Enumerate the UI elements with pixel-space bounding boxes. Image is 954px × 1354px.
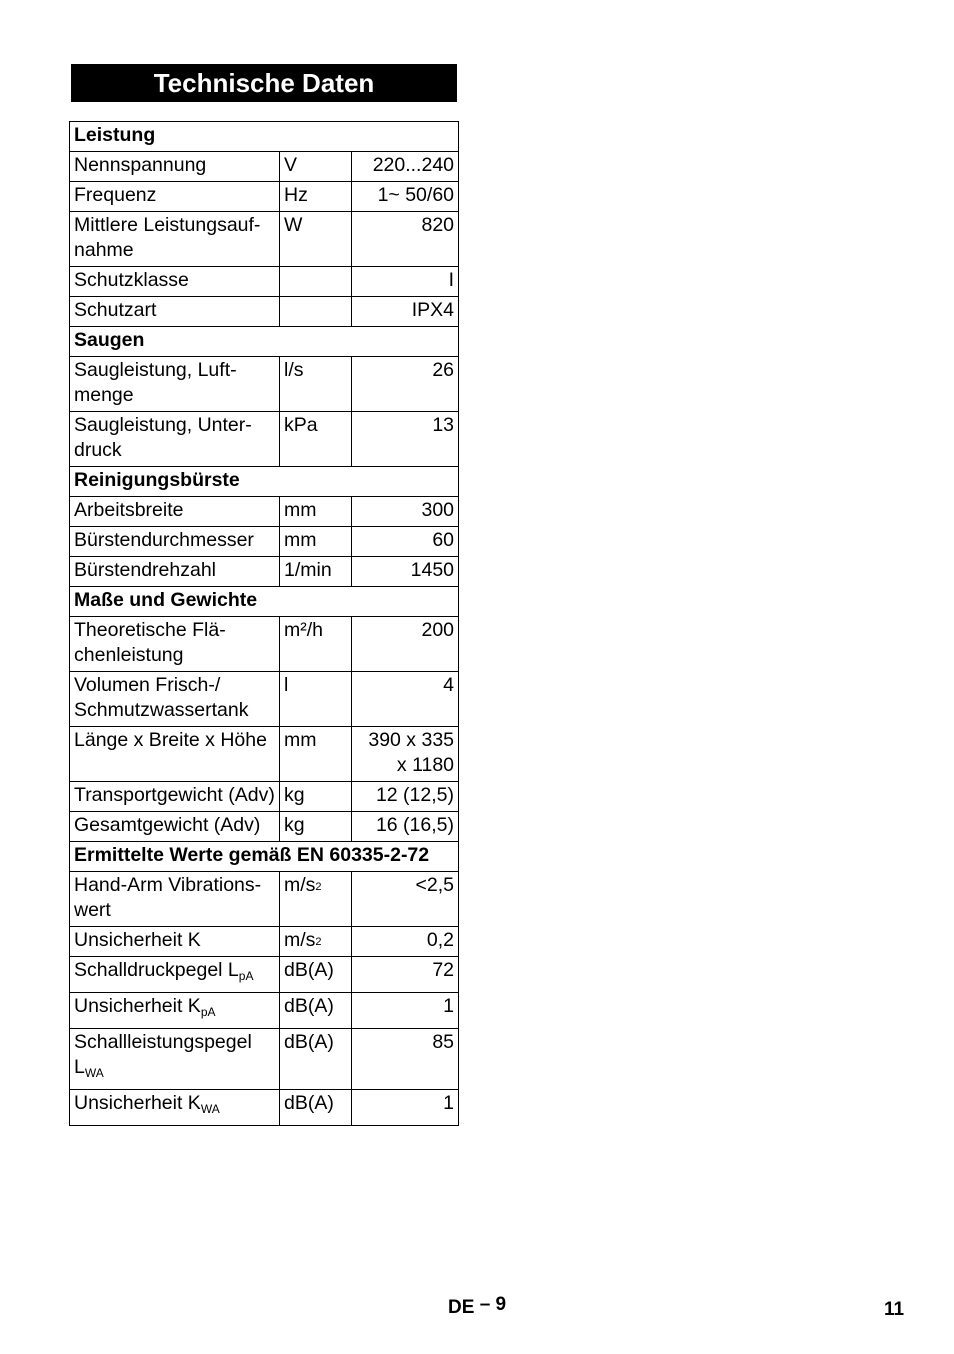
- section-title: Leistung: [70, 122, 459, 152]
- spec-unit: mm: [280, 727, 352, 782]
- spec-label: Arbeitsbreite: [70, 497, 280, 527]
- spec-label: Gesamtgewicht (Adv): [70, 812, 280, 842]
- spec-unit: [280, 267, 352, 297]
- spec-value: 26: [352, 357, 459, 412]
- table-row: [70, 872, 459, 927]
- table-row: [70, 812, 459, 842]
- spec-label: [70, 993, 280, 1029]
- unit-superscript: 2: [315, 936, 322, 948]
- spec-unit: 1/min: [280, 557, 352, 587]
- table-row: [70, 152, 459, 182]
- spec-value: 0,2: [352, 927, 459, 957]
- spec-unit: dB(A): [280, 1090, 352, 1126]
- table-row: [70, 957, 459, 993]
- unit-text: m/s: [284, 929, 316, 951]
- footer-dash: –: [479, 1294, 491, 1315]
- table-row: [70, 617, 459, 672]
- label-text: Schallleistungspegel L: [74, 1031, 252, 1078]
- spec-label: Theoretische Flä- chenleistung: [70, 617, 280, 672]
- table-row: [70, 1090, 459, 1126]
- section-header-saugen: [70, 327, 459, 357]
- table-row: [70, 357, 459, 412]
- spec-unit: [280, 297, 352, 327]
- spec-unit: Hz: [280, 182, 352, 212]
- technical-data-table: [69, 121, 459, 1126]
- label-subscript: pA: [238, 969, 254, 983]
- label-text: Unsicherheit K: [74, 1092, 201, 1114]
- spec-label: Mittlere Leistungsauf- nahme: [70, 212, 280, 267]
- table-row: [70, 497, 459, 527]
- spec-value: IPX4: [352, 297, 459, 327]
- spec-value: 1450: [352, 557, 459, 587]
- spec-label: Frequenz: [70, 182, 280, 212]
- spec-unit: mm: [280, 497, 352, 527]
- spec-unit: [280, 927, 352, 957]
- spec-unit: l/s: [280, 357, 352, 412]
- table-row: [70, 1029, 459, 1090]
- spec-value: 4: [352, 672, 459, 727]
- spec-value: 1~ 50/60: [352, 182, 459, 212]
- spec-value: 300: [352, 497, 459, 527]
- spec-value: 60: [352, 527, 459, 557]
- unit-text: m/s: [284, 874, 316, 896]
- section-title: Saugen: [70, 327, 459, 357]
- table-row: [70, 782, 459, 812]
- label-subscript: WA: [84, 1066, 104, 1080]
- spec-value: 1: [352, 1090, 459, 1126]
- section-header-masse-gewichte: [70, 587, 459, 617]
- table-row: [70, 557, 459, 587]
- spec-label: Volumen Frisch-/ Schmutzwassertank: [70, 672, 280, 727]
- table-row: [70, 993, 459, 1029]
- spec-unit: [280, 872, 352, 927]
- spec-unit: dB(A): [280, 1029, 352, 1090]
- table-row: [70, 727, 459, 782]
- table-row: [70, 927, 459, 957]
- label-text: Schalldruckpegel L: [74, 959, 239, 981]
- spec-label: Saugleistung, Unter- druck: [70, 412, 280, 467]
- table-row: [70, 267, 459, 297]
- table-row: [70, 412, 459, 467]
- spec-value: 16 (16,5): [352, 812, 459, 842]
- spec-unit: dB(A): [280, 957, 352, 993]
- page-number: 11: [884, 1299, 905, 1320]
- spec-unit: kg: [280, 812, 352, 842]
- spec-value: 1: [352, 993, 459, 1029]
- spec-value: 72: [352, 957, 459, 993]
- footer-section-number: 9: [495, 1294, 507, 1315]
- spec-unit: kPa: [280, 412, 352, 467]
- spec-label: Hand-Arm Vibrations- wert: [70, 872, 280, 927]
- section-title: Ermittelte Werte gemäß EN 60335-2-72: [70, 842, 459, 872]
- label-subscript: WA: [200, 1102, 220, 1116]
- page-title: Technische Daten: [71, 64, 457, 102]
- unit-superscript: 2: [315, 881, 322, 893]
- table-row: [70, 212, 459, 267]
- spec-label: Schutzart: [70, 297, 280, 327]
- spec-value: 12 (12,5): [352, 782, 459, 812]
- spec-label: Bürstendurchmesser: [70, 527, 280, 557]
- label-subscript: pA: [200, 1005, 216, 1019]
- table-row: [70, 182, 459, 212]
- spec-value: 820: [352, 212, 459, 267]
- spec-label: Länge x Breite x Höhe: [70, 727, 280, 782]
- spec-unit: kg: [280, 782, 352, 812]
- spec-unit: V: [280, 152, 352, 182]
- spec-value: 220...240: [352, 152, 459, 182]
- spec-unit: dB(A): [280, 993, 352, 1029]
- spec-label: Transportgewicht (Adv): [70, 782, 280, 812]
- spec-unit: m²/h: [280, 617, 352, 672]
- spec-unit: l: [280, 672, 352, 727]
- spec-label: [70, 957, 280, 993]
- spec-value: 85: [352, 1029, 459, 1090]
- footer-language: DE: [448, 1297, 475, 1318]
- spec-label: Saugleistung, Luft- menge: [70, 357, 280, 412]
- spec-label: [70, 1029, 280, 1090]
- table-row: [70, 527, 459, 557]
- spec-label: [70, 1090, 280, 1126]
- spec-label: Unsicherheit K: [70, 927, 280, 957]
- spec-label: Schutzklasse: [70, 267, 280, 297]
- table-row: [70, 297, 459, 327]
- section-header-ermittelte-werte: [70, 842, 459, 872]
- section-header-reinigungsbuerste: [70, 467, 459, 497]
- footer-section-page: [448, 1294, 507, 1319]
- section-title: Maße und Gewichte: [70, 587, 459, 617]
- spec-value: 390 x 335 x 1180: [352, 727, 459, 782]
- spec-value: 200: [352, 617, 459, 672]
- section-title: Reinigungsbürste: [70, 467, 459, 497]
- table-row: [70, 672, 459, 727]
- spec-value: <2,5: [352, 872, 459, 927]
- section-header-leistung: [70, 122, 459, 152]
- spec-unit: W: [280, 212, 352, 267]
- spec-value: 13: [352, 412, 459, 467]
- spec-value: I: [352, 267, 459, 297]
- label-text: Unsicherheit K: [74, 995, 201, 1017]
- spec-label: Nennspannung: [70, 152, 280, 182]
- spec-label: Bürstendrehzahl: [70, 557, 280, 587]
- spec-unit: mm: [280, 527, 352, 557]
